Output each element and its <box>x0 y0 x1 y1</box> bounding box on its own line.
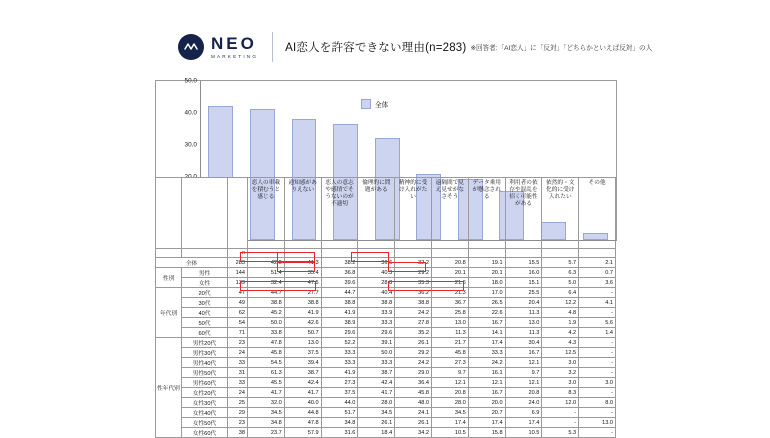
cell-r3-c8: 6.4 <box>542 288 579 298</box>
cell-r8-c5: 21.7 <box>431 338 468 348</box>
row-label: 男性 <box>182 268 228 278</box>
cell-r11-c7: 9.7 <box>505 368 542 378</box>
cell-r17-c6: 15.8 <box>468 428 505 438</box>
cell-r17-c2: 31.6 <box>321 428 358 438</box>
cell-r15-c4: 24.1 <box>395 408 432 418</box>
cell-r1-c9: 0.7 <box>579 268 616 278</box>
cell-r16-c6: 17.4 <box>468 418 505 428</box>
row-label: 60代 <box>182 328 228 338</box>
cell-r2-c7: 15.1 <box>505 278 542 288</box>
cell-r17-c0: 23.7 <box>248 428 285 438</box>
cell-r4-c8: 12.2 <box>542 298 579 308</box>
header-divider <box>272 32 273 62</box>
cell-r6-c7: 13.0 <box>505 318 542 328</box>
row-n: 38 <box>228 428 248 438</box>
cell-r2-c9: 3.6 <box>579 278 616 288</box>
row-label-total: 全体 <box>156 258 228 268</box>
cell-r0-c8: 5.7 <box>542 258 579 268</box>
cell-r11-c4: 29.0 <box>395 368 432 378</box>
cell-r14-c2: 44.0 <box>321 398 358 408</box>
cell-r12-c0: 45.5 <box>248 378 285 388</box>
cell-r3-c5: 21.3 <box>431 288 468 298</box>
cell-r9-c1: 37.5 <box>284 348 321 358</box>
cell-r11-c9: - <box>579 368 616 378</box>
slide-header <box>0 22 770 72</box>
cell-r13-c8: 8.3 <box>542 388 579 398</box>
cell-r0-c4: 32.2 <box>395 258 432 268</box>
cell-r12-c8: 3.0 <box>542 378 579 388</box>
cell-r17-c4: 34.2 <box>395 428 432 438</box>
cell-r15-c5: 34.5 <box>431 408 468 418</box>
row-n: 29 <box>228 408 248 418</box>
column-header-1: 通知感がありえない <box>284 178 321 249</box>
row-label: 女性60代 <box>182 428 228 438</box>
row-label: 50代 <box>182 318 228 328</box>
cell-r16-c5: 17.4 <box>431 418 468 428</box>
cell-r14-c6: 20.0 <box>468 398 505 408</box>
cell-r0-c3: 36.6 <box>358 258 395 268</box>
cell-r14-c5: 28.0 <box>431 398 468 408</box>
row-label: 40代 <box>182 308 228 318</box>
cell-r10-c5: 27.3 <box>431 358 468 368</box>
cell-r4-c5: 36.7 <box>431 298 468 308</box>
chart-legend <box>361 99 388 109</box>
cell-r8-c9: - <box>579 338 616 348</box>
cell-r12-c3: 42.4 <box>358 378 395 388</box>
cell-r5-c8: 4.8 <box>542 308 579 318</box>
cell-r7-c7: 11.3 <box>505 328 542 338</box>
cell-r6-c8: 1.9 <box>542 318 579 328</box>
cell-r11-c1: 38.7 <box>284 368 321 378</box>
row-n: 25 <box>228 398 248 408</box>
cell-r12-c5: 12.1 <box>431 378 468 388</box>
row-label: 女性50代 <box>182 418 228 428</box>
cell-r1-c1: 35.4 <box>284 268 321 278</box>
cell-r17-c7: 10.5 <box>505 428 542 438</box>
cell-r1-c0: 51.4 <box>248 268 285 278</box>
cell-r6-c2: 38.9 <box>321 318 358 328</box>
cell-r8-c2: 52.2 <box>321 338 358 348</box>
cell-r1-c8: 6.3 <box>542 268 579 278</box>
column-header-3: 倫理的に問題がある <box>358 178 395 249</box>
cell-r16-c4: 26.1 <box>395 418 432 428</box>
cell-r8-c7: 30.4 <box>505 338 542 348</box>
cell-r2-c3: 28.8 <box>358 278 395 288</box>
cell-r14-c3: 28.0 <box>358 398 395 408</box>
cell-r12-c4: 36.4 <box>395 378 432 388</box>
cell-r5-c6: 22.6 <box>468 308 505 318</box>
row-n: 33 <box>228 358 248 368</box>
cell-r5-c7: 11.3 <box>505 308 542 318</box>
cell-r4-c4: 38.8 <box>395 298 432 308</box>
cell-r10-c3: 33.3 <box>358 358 395 368</box>
column-header-0: 恋人の車載を積むうと感じる <box>248 178 285 249</box>
cell-r6-c0: 50.0 <box>248 318 285 328</box>
cell-r8-c8: 4.3 <box>542 338 579 348</box>
cell-r7-c8: 4.2 <box>542 328 579 338</box>
cell-r3-c7: 25.5 <box>505 288 542 298</box>
cell-r0-c1: 41.3 <box>284 258 321 268</box>
cell-r7-c1: 50.7 <box>284 328 321 338</box>
cell-r5-c2: 41.9 <box>321 308 358 318</box>
cell-r10-c4: 24.2 <box>395 358 432 368</box>
row-n: 283 <box>228 258 248 268</box>
cell-r3-c4: 36.2 <box>395 288 432 298</box>
cell-r13-c0: 41.7 <box>248 388 285 398</box>
unit-n: n <box>228 249 248 258</box>
cell-r2-c2: 39.6 <box>321 278 358 288</box>
cell-r7-c3: 29.6 <box>358 328 395 338</box>
cell-r9-c9: - <box>579 348 616 358</box>
row-n: 24 <box>228 388 248 398</box>
row-label: 男性20代 <box>182 338 228 348</box>
brand-logo <box>178 34 258 60</box>
cell-r1-c4: 29.2 <box>395 268 432 278</box>
cell-r13-c6: 16.7 <box>468 388 505 398</box>
row-label: 女性 <box>182 278 228 288</box>
row-n: 62 <box>228 308 248 318</box>
cell-r4-c3: 38.8 <box>358 298 395 308</box>
wave-circle-icon <box>178 34 204 60</box>
cell-r6-c5: 13.0 <box>431 318 468 328</box>
cell-r11-c2: 41.9 <box>321 368 358 378</box>
cell-r12-c9: 3.0 <box>579 378 616 388</box>
cell-r3-c2: 44.7 <box>321 288 358 298</box>
cell-r7-c5: 11.3 <box>431 328 468 338</box>
cell-r7-c0: 33.8 <box>248 328 285 338</box>
row-label: 男性60代 <box>182 378 228 388</box>
cell-r10-c2: 33.3 <box>321 358 358 368</box>
highlight-box-2 <box>351 252 389 262</box>
cell-r9-c0: 45.8 <box>248 348 285 358</box>
cell-r16-c3: 26.1 <box>358 418 395 428</box>
cell-r15-c0: 34.5 <box>248 408 285 418</box>
row-label: 女性30代 <box>182 398 228 408</box>
cell-r9-c8: 12.5 <box>542 348 579 358</box>
cell-r14-c8: 12.0 <box>542 398 579 408</box>
cell-r17-c1: 57.9 <box>284 428 321 438</box>
y-tick-3: 30.0 <box>184 141 197 149</box>
cell-r12-c1: 42.4 <box>284 378 321 388</box>
cell-r12-c6: 12.1 <box>468 378 505 388</box>
brand-name: NEO <box>211 33 257 53</box>
cell-r8-c4: 26.1 <box>395 338 432 348</box>
cell-r16-c9: 13.0 <box>579 418 616 428</box>
cell-r3-c3: 40.4 <box>358 288 395 298</box>
cell-r6-c1: 42.6 <box>284 318 321 328</box>
highlight-box-4 <box>388 262 426 272</box>
cell-r5-c0: 45.2 <box>248 308 285 318</box>
cell-r4-c2: 38.8 <box>321 298 358 308</box>
cell-r4-c6: 26.5 <box>468 298 505 308</box>
cell-r13-c3: 41.7 <box>358 388 395 398</box>
row-n: 71 <box>228 328 248 338</box>
cell-r5-c9: - <box>579 308 616 318</box>
row-label: 男性50代 <box>182 368 228 378</box>
cell-r6-c6: 16.7 <box>468 318 505 328</box>
cell-r12-c2: 27.3 <box>321 378 358 388</box>
cell-r15-c9: - <box>579 408 616 418</box>
cell-r3-c0: 44.7 <box>248 288 285 298</box>
row-label: 女性40代 <box>182 408 228 418</box>
cell-r1-c3: 40.3 <box>358 268 395 278</box>
cell-r3-c9: - <box>579 288 616 298</box>
cell-r17-c8: 5.3 <box>542 428 579 438</box>
cell-r12-c7: 12.1 <box>505 378 542 388</box>
brand-tagline: MARKETING <box>211 53 259 59</box>
cell-r16-c2: 34.8 <box>321 418 358 428</box>
cell-r0-c6: 19.1 <box>468 258 505 268</box>
cell-r17-c9: - <box>579 428 616 438</box>
column-header-5: 遠隔間で見え見せがなさそう <box>431 178 468 249</box>
cell-r2-c0: 32.4 <box>248 278 285 288</box>
row-label: 女性20代 <box>182 388 228 398</box>
highlight-box-5 <box>240 281 316 291</box>
cell-r9-c3: 50.0 <box>358 348 395 358</box>
data-table-wrap <box>155 177 615 438</box>
cell-r1-c2: 36.8 <box>321 268 358 278</box>
cell-r0-c5: 20.8 <box>431 258 468 268</box>
row-n: 49 <box>228 298 248 308</box>
cell-r10-c1: 39.4 <box>284 358 321 368</box>
cell-r1-c6: 20.1 <box>468 268 505 278</box>
cell-r13-c9: - <box>579 388 616 398</box>
row-n: 23 <box>228 338 248 348</box>
row-n: 31 <box>228 368 248 378</box>
cell-r6-c3: 33.3 <box>358 318 395 328</box>
page-title: AI恋人を許容できない理由(n=283) <box>285 42 467 54</box>
cell-r14-c4: 48.0 <box>395 398 432 408</box>
cell-r10-c9: - <box>579 358 616 368</box>
cell-r16-c1: 47.8 <box>284 418 321 428</box>
cell-r8-c1: 13.0 <box>284 338 321 348</box>
cell-r13-c1: 41.7 <box>284 388 321 398</box>
cell-r1-c5: 20.1 <box>431 268 468 278</box>
cell-r8-c3: 39.1 <box>358 338 395 348</box>
column-header-4: 精神的に受け入れがたい <box>395 178 432 249</box>
cell-r8-c0: 47.8 <box>248 338 285 348</box>
cell-r17-c5: 10.5 <box>431 428 468 438</box>
row-group-label: 性別 <box>156 268 182 288</box>
cell-r0-c7: 15.5 <box>505 258 542 268</box>
cell-r10-c6: 24.2 <box>468 358 505 368</box>
column-header-6: データ乗用が懸念される <box>468 178 505 249</box>
cell-r3-c6: 17.0 <box>468 288 505 298</box>
cell-r9-c5: 45.8 <box>431 348 468 358</box>
cell-r9-c4: 29.2 <box>395 348 432 358</box>
highlight-box-6 <box>388 281 464 291</box>
cell-r5-c5: 25.8 <box>431 308 468 318</box>
cell-r13-c7: 20.8 <box>505 388 542 398</box>
y-tick-5: 50.0 <box>184 77 197 85</box>
legend-label: 全体 <box>375 102 389 109</box>
cell-r10-c7: 12.1 <box>505 358 542 368</box>
row-group-label: 年代別 <box>156 288 182 338</box>
cell-r13-c5: 20.8 <box>431 388 468 398</box>
highlight-layer <box>155 177 615 427</box>
cell-r11-c8: 3.2 <box>542 368 579 378</box>
row-n: 47 <box>228 288 248 298</box>
cell-r15-c8: - <box>542 408 579 418</box>
cell-r15-c3: 34.5 <box>358 408 395 418</box>
row-n: 54 <box>228 318 248 328</box>
cell-r5-c3: 33.9 <box>358 308 395 318</box>
cell-r15-c2: 51.7 <box>321 408 358 418</box>
cell-r0-c2: 38.2 <box>321 258 358 268</box>
cell-r5-c4: 24.2 <box>395 308 432 318</box>
cell-r16-c7: 17.4 <box>505 418 542 428</box>
column-header-9: その他 <box>579 178 616 249</box>
cell-r9-c7: 16.7 <box>505 348 542 358</box>
row-label: 男性30代 <box>182 348 228 358</box>
highlight-box-0 <box>240 252 278 262</box>
cell-r13-c2: 37.5 <box>321 388 358 398</box>
cell-r14-c1: 40.0 <box>284 398 321 408</box>
cell-r2-c8: 5.0 <box>542 278 579 288</box>
highlight-box-1 <box>277 252 315 262</box>
cell-r4-c7: 20.4 <box>505 298 542 308</box>
row-n: 23 <box>228 418 248 428</box>
cell-r11-c3: 38.7 <box>358 368 395 378</box>
row-n: 139 <box>228 278 248 288</box>
highlight-box-3 <box>277 262 315 272</box>
cell-r6-c4: 27.8 <box>395 318 432 328</box>
page-title-note: ※回答者:「AI恋人」に「反対」「どちらかといえば反対」の人 <box>470 45 653 52</box>
cell-r17-c3: 18.4 <box>358 428 395 438</box>
y-tick-4: 40.0 <box>184 109 197 117</box>
cell-r7-c9: 1.4 <box>579 328 616 338</box>
column-header-2: 恋人の意志や感情でそうないのが不適切 <box>321 178 358 249</box>
cell-r16-c8: - <box>542 418 579 428</box>
cell-r15-c1: 44.8 <box>284 408 321 418</box>
cell-r10-c0: 54.5 <box>248 358 285 368</box>
cell-r1-c7: 16.0 <box>505 268 542 278</box>
cell-r4-c0: 38.8 <box>248 298 285 308</box>
cell-r5-c1: 41.9 <box>284 308 321 318</box>
cell-r6-c9: 5.6 <box>579 318 616 328</box>
cell-r7-c2: 29.6 <box>321 328 358 338</box>
cell-r11-c0: 61.3 <box>248 368 285 378</box>
row-label: 男性40代 <box>182 358 228 368</box>
cell-r9-c6: 33.3 <box>468 348 505 358</box>
legend-swatch <box>361 99 371 109</box>
cell-r11-c5: 9.7 <box>431 368 468 378</box>
row-group-label: 性年代別 <box>156 338 182 438</box>
cell-r4-c9: 4.1 <box>579 298 616 308</box>
row-n: 24 <box>228 348 248 358</box>
cell-r11-c6: 16.1 <box>468 368 505 378</box>
cell-r10-c8: 3.0 <box>542 358 579 368</box>
cell-r14-c9: 8.0 <box>579 398 616 408</box>
row-label: 20代 <box>182 288 228 298</box>
cell-r0-c9: 2.1 <box>579 258 616 268</box>
cell-r3-c1: 27.7 <box>284 288 321 298</box>
cell-r15-c6: 20.7 <box>468 408 505 418</box>
row-n: 144 <box>228 268 248 278</box>
column-header-8: 依然的・文化的に受け入れたい <box>542 178 579 249</box>
cell-r2-c6: 18.0 <box>468 278 505 288</box>
cell-r2-c5: 21.6 <box>431 278 468 288</box>
cell-r16-c0: 34.8 <box>248 418 285 428</box>
row-n: 33 <box>228 378 248 388</box>
cell-r7-c4: 35.2 <box>395 328 432 338</box>
cell-r15-c7: 6.9 <box>505 408 542 418</box>
cell-r9-c2: 33.3 <box>321 348 358 358</box>
cell-r13-c4: 45.8 <box>395 388 432 398</box>
cell-r4-c1: 38.8 <box>284 298 321 308</box>
column-header-7: 利用者の依存や混乱を招く可能性がある <box>505 178 542 249</box>
cell-r14-c0: 32.0 <box>248 398 285 408</box>
cell-r8-c6: 17.4 <box>468 338 505 348</box>
cell-r0-c0: 42.0 <box>248 258 285 268</box>
cell-r2-c1: 47.5 <box>284 278 321 288</box>
row-label: 30代 <box>182 298 228 308</box>
cell-r14-c7: 24.0 <box>505 398 542 408</box>
cell-r2-c4: 35.3 <box>395 278 432 288</box>
cell-r7-c6: 14.1 <box>468 328 505 338</box>
